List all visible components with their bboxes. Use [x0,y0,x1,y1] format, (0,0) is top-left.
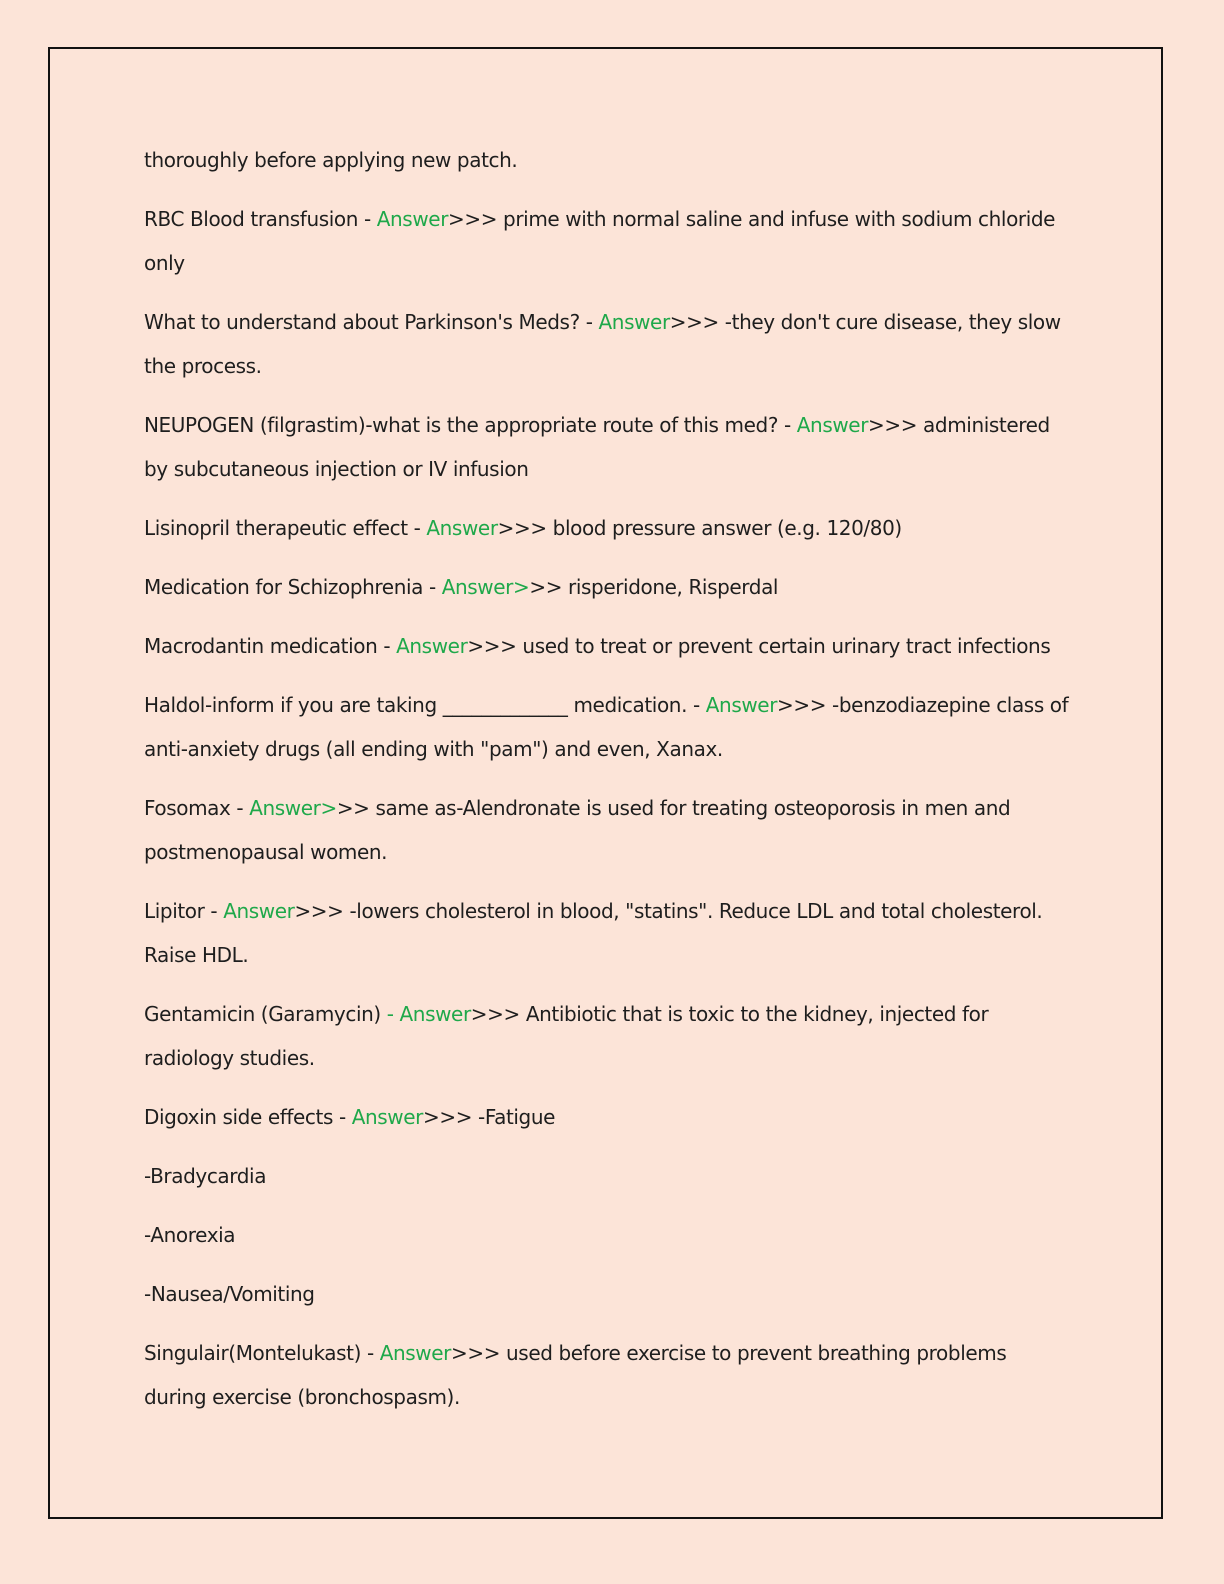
list-item-nausea [144,1272,1074,1316]
answer-text: >>> -Fatigue [422,1105,556,1129]
answer-text: >> same as-Alendronate is used for treating osteoporosis in men and postmenopausal women. [144,796,1011,864]
answer-label: Answer> [249,796,337,820]
list-item-bradycardia [144,1154,1074,1198]
qa-singulair [144,1331,1074,1419]
answer-text: >>> Antibiotic that is toxic to the kidney, injected for radiology studies. [144,1002,989,1070]
answer-label: Answer [598,310,670,334]
question-text: RBC Blood transfusion - [144,207,377,231]
qa-parkinsons-meds [144,300,1074,388]
question-text: Lisinopril therapeutic effect - [144,516,427,540]
answer-label: Answer [426,516,498,540]
question-text: NEUPOGEN (filgrastim)-what is the appropriate route of this med? - [144,413,797,437]
document-body [144,138,1074,1434]
list-item-text: -Anorexia [144,1223,236,1247]
answer-label: Answer [223,899,295,923]
qa-fosomax [144,786,1074,874]
qa-haldol [144,683,1074,771]
list-item-text: -Bradycardia [144,1164,267,1188]
answer-text: >>> administered by subcutaneous injection or IV infusion [144,413,1050,481]
answer-text: >>> prime with normal saline and infuse with sodium chloride only [144,207,1056,275]
answer-label: Answer> [441,575,530,599]
answer-label: Answer [376,207,449,231]
answer-label: Answer [705,693,778,717]
qa-neupogen [144,403,1074,491]
answer-text: >>> used before exercise to prevent breathing problems during exercise (bronchospasm). [144,1341,1007,1409]
question-text: Singulair(Montelukast) - [144,1341,380,1365]
qa-macrodantin [144,624,1074,668]
question-text: Haldol-inform if you are taking _____________ medication. - [144,693,706,717]
answer-text: >>> -they don't cure disease, they slow the process. [144,310,1061,378]
qa-digoxin [144,1095,1074,1139]
answer-text: >>> used to treat or prevent certain urinary tract infections [467,634,1051,658]
answer-label: Answer [351,1105,423,1129]
list-item-text: -Nausea/Vomiting [144,1282,315,1306]
paragraph-patch [144,138,1074,182]
question-text: Fosomax - [144,796,250,820]
question-text: Macrodantin medication - [144,634,397,658]
qa-rbc-transfusion [144,197,1074,285]
answer-label: Answer [396,634,468,658]
answer-label: Answer [796,413,869,437]
answer-label: Answer [379,1341,451,1365]
question-text: Lipitor - [144,899,224,923]
answer-text: >> risperidone, Risperdal [529,575,779,599]
answer-text: >>> -lowers cholesterol in blood, "statins". Reduce LDL and total cholesterol. Raise HDL. [144,899,1043,967]
answer-label: - Answer [386,1002,471,1026]
question-text: Digoxin side effects - [144,1105,352,1129]
question-text: What to understand about Parkinson's Meds? - [144,310,599,334]
qa-lisinopril [144,506,1074,550]
answer-text: >>> -benzodiazepine class of anti-anxiety drugs (all ending with "pam") and even, Xanax. [144,693,1069,761]
qa-gentamicin [144,992,1074,1080]
question-text: Medication for Schizophrenia - [144,575,442,599]
qa-schizophrenia [144,565,1074,609]
answer-text: >>> blood pressure answer (e.g. 120/80) [497,516,902,540]
question-text: Gentamicin (Garamycin) [144,1002,387,1026]
question-text: thoroughly before applying new patch. [144,148,518,172]
list-item-anorexia [144,1213,1074,1257]
qa-lipitor [144,889,1074,977]
